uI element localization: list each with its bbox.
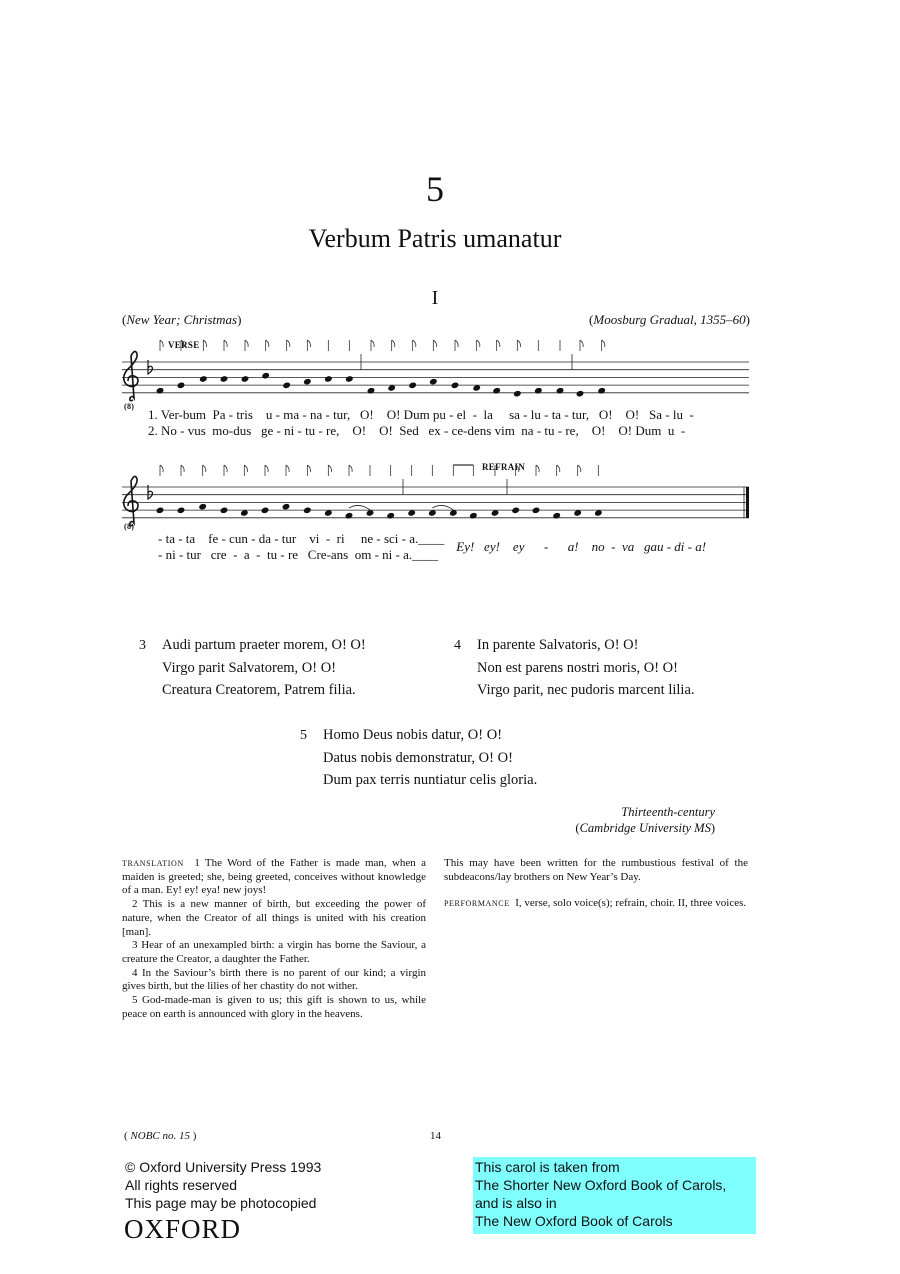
note [345, 512, 354, 520]
note [282, 503, 291, 511]
rhythm-flag [477, 340, 480, 347]
notes: This may have been written for the rumbustious festival of the subdeacons/lay brothers on New Year’s Day. performance I, verse, solo voice(s); refrain, choir. II, three voices. [444, 857, 748, 910]
lyrics-verse2-system2: - ni - tur cre - a - tu - re Cre-ans om - ni - a.____ [158, 547, 439, 562]
rhythm-flag [536, 465, 539, 472]
rhythm-flag [392, 340, 395, 347]
note [597, 387, 606, 395]
rhythm-flag [181, 465, 184, 472]
note [282, 382, 291, 390]
rhythm-flag [224, 340, 227, 347]
note [220, 375, 229, 383]
note [556, 387, 565, 395]
rhythm-flag [516, 465, 519, 472]
rhythm-flag [580, 340, 583, 347]
rhythm-flag [181, 340, 184, 347]
lyrics-refrain: Ey! ey! ey - a! no - va gau - di - a! [456, 539, 707, 554]
rhythm-flag [203, 465, 206, 472]
rhythm-flag [266, 340, 269, 347]
note [576, 390, 585, 398]
rhythm-flag [265, 465, 268, 472]
slur [349, 505, 370, 510]
octave-mark: (8) [124, 522, 135, 531]
music-staves [0, 0, 900, 600]
rhythm-flag [286, 465, 289, 472]
page-number: 14 [430, 1130, 441, 1142]
treble-clef-icon [124, 476, 138, 525]
rhythm-flag [517, 340, 520, 347]
copyright-block: © Oxford University Press 1993 All rights reserved This page may be photocopied [125, 1159, 322, 1211]
note [156, 507, 165, 515]
rhythm-flag [307, 340, 310, 347]
rhythm-flag [203, 340, 206, 347]
rhythm-flag [497, 340, 500, 347]
note [469, 512, 478, 520]
note [198, 503, 207, 511]
note [261, 372, 270, 380]
note [261, 507, 270, 515]
note [303, 378, 312, 386]
source: (Moosburg Gradual, 1355–60) [589, 312, 750, 327]
rhythm-flag [433, 340, 436, 347]
note [303, 507, 312, 515]
rhythm-flag [287, 340, 290, 347]
occasion: (New Year; Christmas) [122, 312, 242, 327]
note [177, 382, 186, 390]
note [451, 382, 460, 390]
final-barline [746, 487, 749, 518]
rhythm-flag [160, 465, 163, 472]
source-info-box: This carol is taken from The Shorter New Oxford Book of Carols, and is also in The New Oxford Book of Carols [473, 1157, 756, 1234]
note [156, 387, 165, 395]
attribution: Thirteenth-century (Cambridge University MS) [575, 805, 715, 835]
carol-number: 5 [426, 169, 444, 209]
note [324, 375, 333, 383]
rhythm-flag [413, 340, 416, 347]
lyrics-verse1-system1: 1. Ver-bum Pa - tris u - ma - na - tur, O! O! Dum pu - el - la sa - lu - ta - tur, O! O! Sa - lu - [148, 407, 694, 422]
nobc-reference: ( NOBC no. 15 ) [124, 1130, 197, 1142]
rhythm-flag [557, 465, 560, 472]
score-page: 5 Verbum Patris umanatur I (New Year; Christmas) (Moosburg Gradual, 1355–60) VERSE REFRAIN (8) (8) 1. Ver-bum Pa - tris u - ma - na - tur, O! O! Dum pu - el - la sa - lu - ta - tur, O! O! Sa - lu - 2. No - vus mo-dus ge - ni - tu - re, O! O! Sed ex - ce-dens vim na - tu - re, O! O! Dum u - - ta - ta fe - cun - da - tur vi - ri ne - sci - a.____ - ni - tur cre - a - tu - re Cre-ans om - ni - a.____ Ey! ey! ey - a! no - va gau - di - a! 3 Audi partum praeter morem, O! O! Virgo parit Salvatorem, O! O! Creatura Creatorem, Patrem filia. 4 In parente Salvatoris, O! O! Non est parens nostri moris, O! O! Virgo parit, nec pudoris marcent lilia. 5 Homo Deus nobis datur, O! O! Datus nobis demonstratur, O! O! Dum pax terris nuntiatur celis gloria. Thirteenth-century (Cambridge University MS) translation 1 The Word of the Father is made man, when a maiden is greeted; she, being greeted, conceives without knowledge of a man. Ey! ey! eya! new joys! 2 This is a new manner of birth, but exceeding the power of nature, when the Creator of all things is united with his creation [man]. 3 Hear of an unexampled birth: a virgin has borne the Saviour, a creature the Creator, a daughter the Father. 4 In the Saviour’s birth there is no parent of our kind; a virgin gives birth, but the lilies of her chastity do not wither. 5 God-made-man is given to us; this gift is shown to us, while peace on earth is announced with glory in the heavens. This may have been written for the rumbustious festival of the subdeacons/lay brothers on New Year’s Day. performance I, verse, solo voice(s); refrain, choir. II, three voices. ( NOBC no. 15 ) 14 © Oxford University Press 1993 All rights reserved This page may be photocopied OXFORD This carol is taken from The Shorter New Oxford Book of Carols, and is also in The New Oxford Book of Carols [0, 0, 900, 1274]
note [429, 378, 438, 386]
note [532, 507, 541, 515]
octave-mark: (8) [124, 402, 135, 411]
note [513, 390, 522, 398]
rhythm-flag [244, 465, 247, 472]
slur [432, 505, 453, 510]
treble-clef-icon [124, 351, 138, 400]
note [534, 387, 543, 395]
lyrics-verse1-system2: - ta - ta fe - cun - da - tur vi - ri ne - sci - a.____ [158, 531, 445, 546]
translation: translation 1 The Word of the Father is made man, when a maiden is greeted; she, being greeted, conceives without knowledge of a man. Ey! ey! eya! new joys! 2 This is a new manner of birth, but exceeding the power of nature, when the Creator of all things is united with his creation [man]. 3 Hear of an unexampled birth: a virgin has borne the Saviour, a creature the Creator, a daughter the Father. 4 In the Saviour’s birth there is no parent of our kind; a virgin gives birth, but the lilies of her chastity do not wither. 5 God-made-man is given to us; this gift is shown to us, while peace on earth is announced with glory in the heavens. [122, 857, 426, 1020]
lyrics-verse2-system1: 2. No - vus mo-dus ge - ni - tu - re, O! O! Sed ex - ce-dens vim na - tu - re, O! O! Dum u - [148, 423, 686, 438]
note [199, 375, 208, 383]
note [177, 507, 186, 515]
note [367, 387, 376, 395]
rhythm-flag [160, 340, 163, 347]
note [241, 375, 250, 383]
rhythm-flag [307, 465, 310, 472]
part-number: I [431, 287, 439, 309]
note [345, 375, 354, 383]
rhythm-flag [224, 465, 227, 472]
note [220, 507, 229, 515]
rhythm-flag [602, 340, 605, 347]
rhythm-flag [349, 465, 352, 472]
rhythm-flag [371, 340, 374, 347]
carol-title: Verbum Patris umanatur [308, 224, 562, 253]
rhythm-flag [455, 340, 458, 347]
note [386, 512, 395, 520]
verse-label: VERSE [168, 340, 200, 350]
rhythm-flag [328, 465, 331, 472]
oxford-logo: OXFORD [124, 1214, 242, 1244]
note [552, 512, 561, 520]
rhythm-flag [578, 465, 581, 472]
note [408, 382, 417, 390]
note [511, 507, 520, 515]
rhythm-flag [245, 340, 248, 347]
lyrics-system2 [158, 531, 706, 563]
refrain-label: REFRAIN [482, 462, 526, 472]
note [492, 387, 501, 395]
